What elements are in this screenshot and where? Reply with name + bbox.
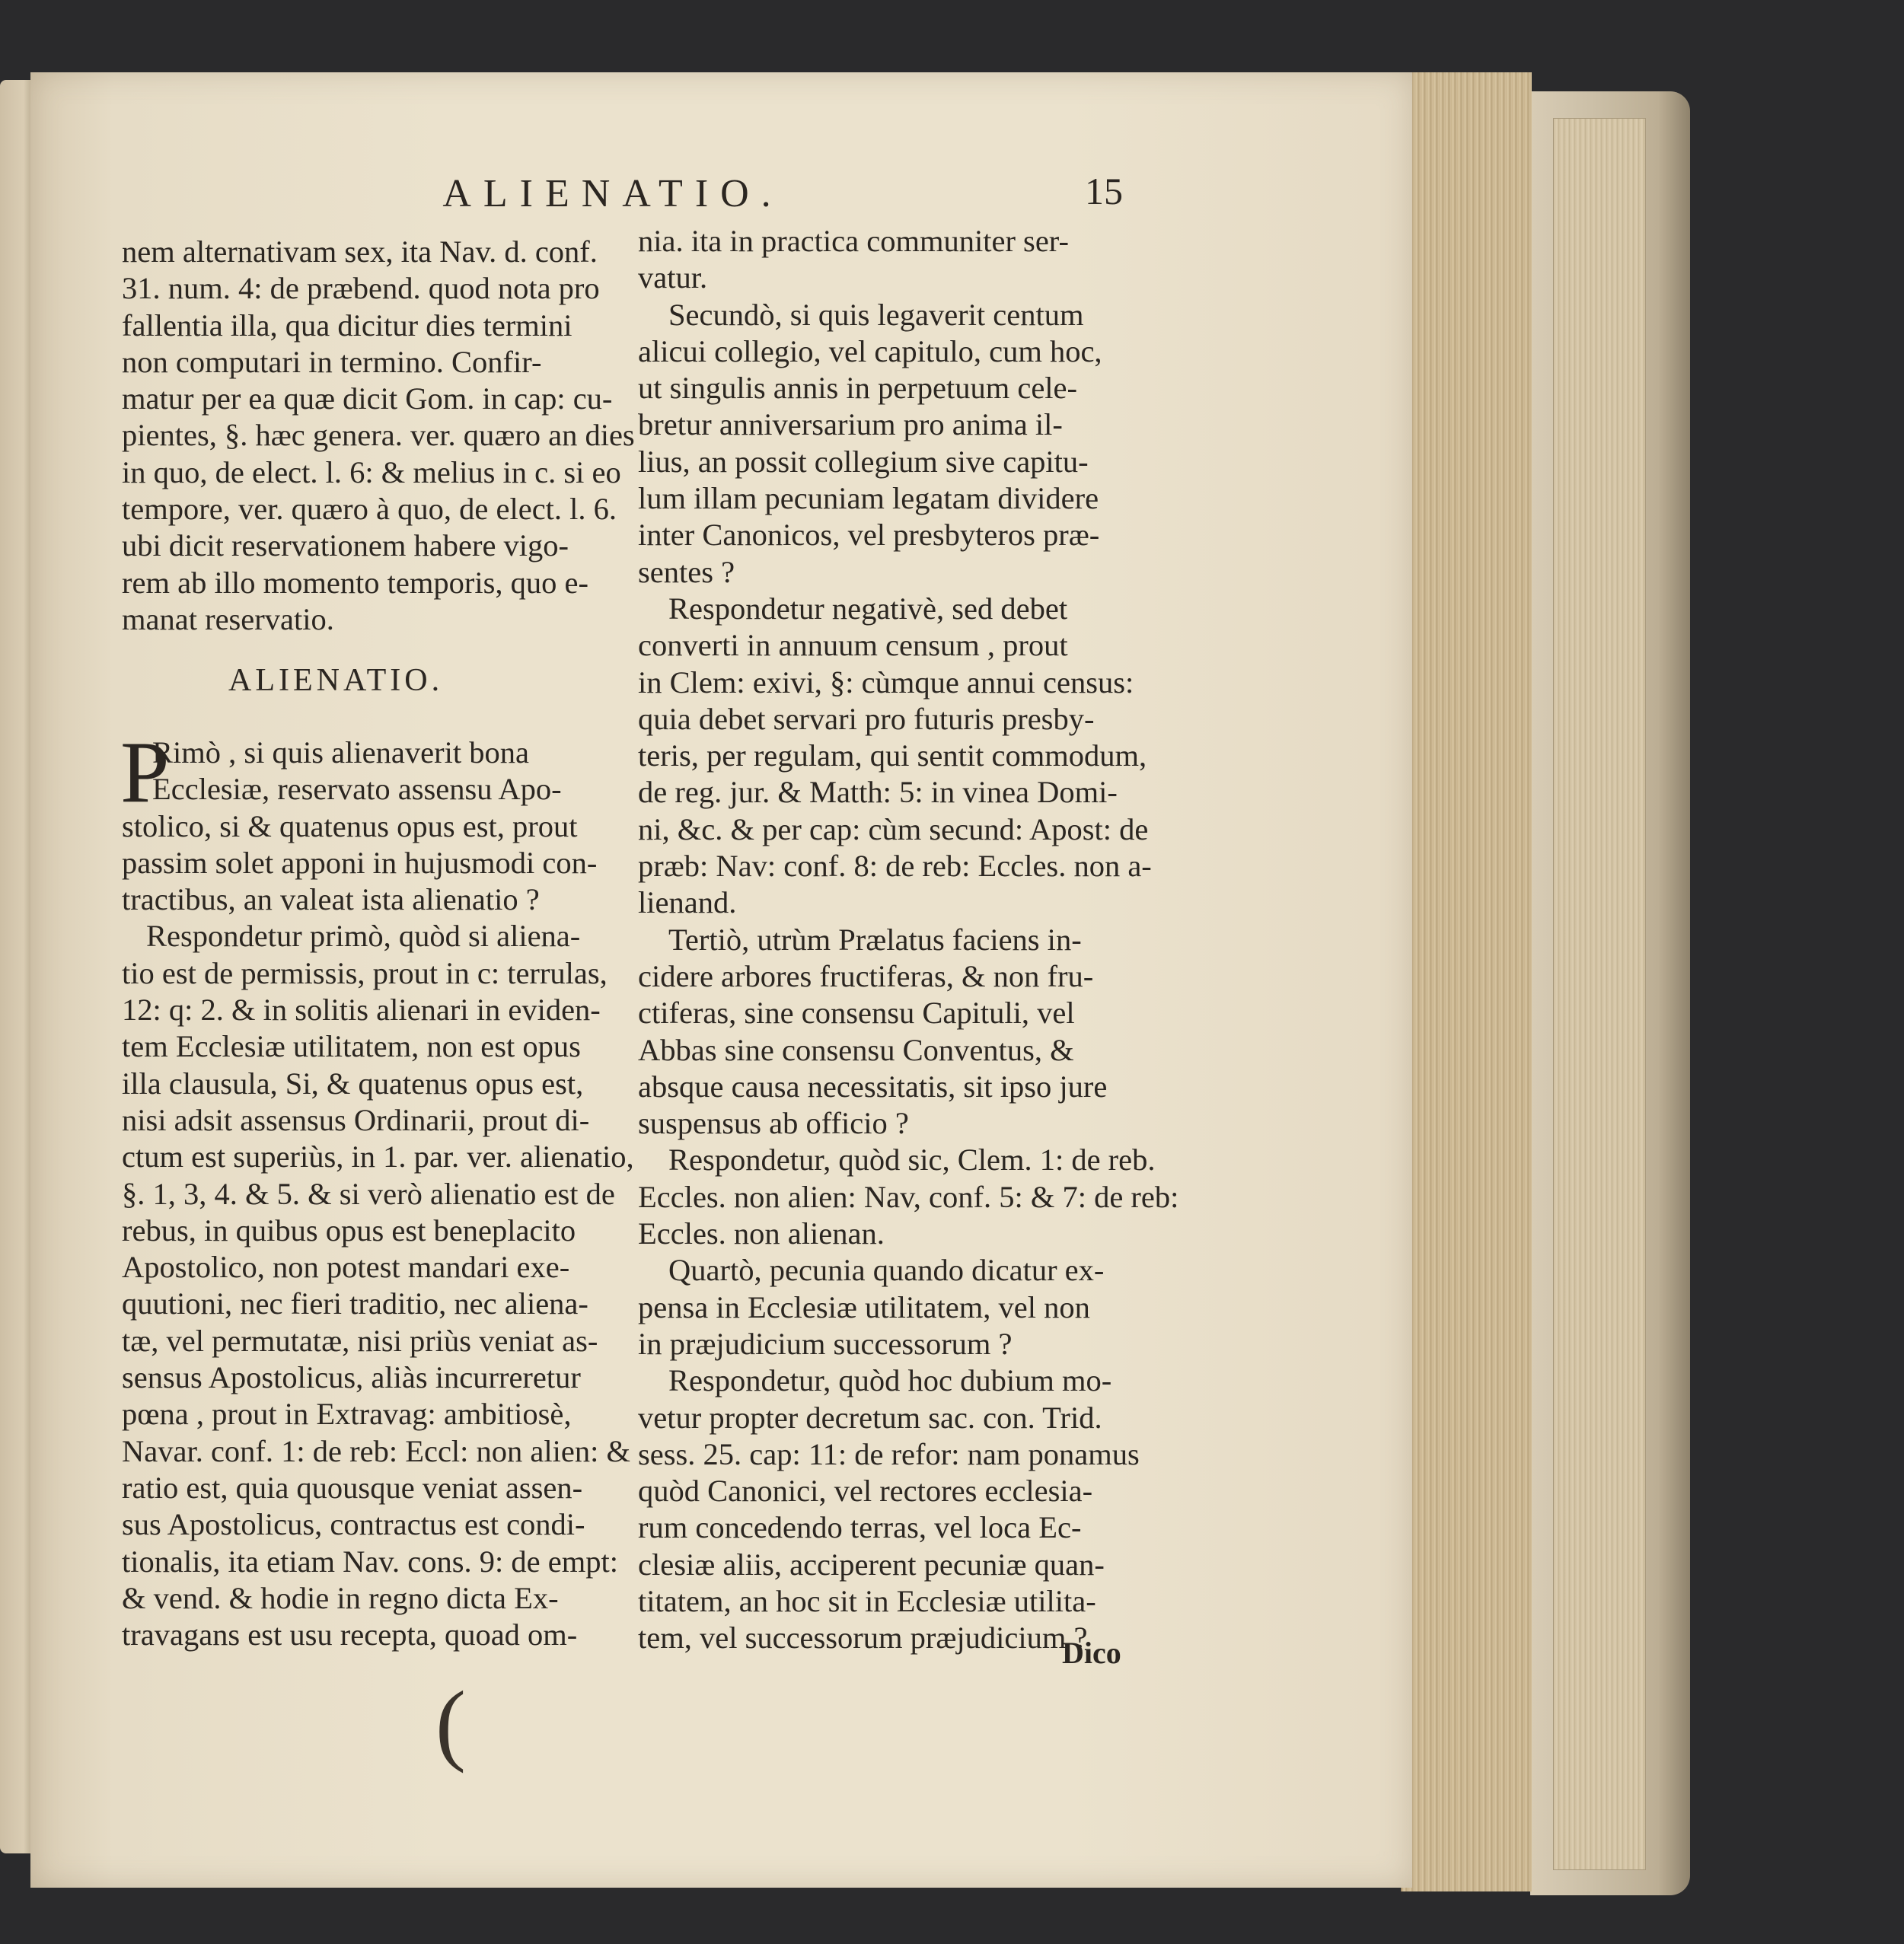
text-line: titatem, an hoc sit in Ecclesiæ utilita- [638, 1583, 1096, 1618]
text-line: tio est de permissis, prout in c: terrulas, [122, 955, 608, 990]
text-line: cidere arbores fructiferas, & non fru- [638, 958, 1094, 993]
text-line: 31. num. 4: de præbend. quod nota pro [122, 271, 600, 306]
text-line: clesiæ aliis, acciperent pecuniæ quan- [638, 1547, 1105, 1582]
text-line: illa clausula, Si, & quatenus opus est, [122, 1066, 584, 1101]
text-line: tionalis, ita etiam Nav. cons. 9: de empt: [122, 1544, 618, 1579]
text-line: rem ab illo momento temporis, quo e- [122, 565, 588, 600]
text-line: tempore, ver. quæro à quo, de elect. l. 6. [122, 492, 617, 527]
text-line: nem alternativam sex, ita Nav. d. conf. [122, 234, 598, 269]
left-column-bottom [120, 724, 634, 1653]
text-line: tæ, vel permutatæ, nisi priùs veniat as- [122, 1323, 598, 1358]
text-line: Rimò , si quis alienaverit bona [152, 735, 529, 770]
text-line: Apostolico, non potest mandari exe- [122, 1250, 570, 1285]
text-line: Respondetur, quòd sic, Clem. 1: de reb. [668, 1142, 1156, 1178]
text-line: ctiferas, sine consensu Capituli, vel [638, 996, 1075, 1031]
text-line: Eccles. non alien: Nav, conf. 5: & 7: de reb: [638, 1179, 1179, 1214]
text-line: ni, &c. & per cap: cùm secund: Apost: de [638, 811, 1149, 846]
text-line: Respondetur primò, quòd si aliena- [146, 919, 581, 954]
text-line: in præjudicium successorum ? [638, 1326, 1013, 1361]
text-line: quia debet servari pro futuris presby- [638, 701, 1095, 736]
running-title: ALIENATIO. [442, 172, 783, 215]
text-line: de reg. jur. & Matth: 5: in vinea Domi- [638, 775, 1118, 810]
text-line: sus Apostolicus, contractus est condi- [122, 1507, 585, 1542]
text-line: manat reservatio. [122, 601, 334, 636]
text-line: absque causa necessitatis, sit ipso jure [638, 1069, 1108, 1104]
text-line: nia. ita in practica communiter ser- [638, 224, 1069, 258]
text-line: tem Ecclesiæ utilitatem, non est opus [122, 1029, 581, 1064]
text-line: travagans est usu recepta, quoad om- [122, 1617, 578, 1652]
text-line: Quartò, pecunia quando dicatur ex- [668, 1253, 1105, 1288]
catchword: Dico [1062, 1636, 1121, 1670]
text-line: passim solet apponi in hujusmodi con- [122, 845, 598, 880]
text-line: sess. 25. cap: 11: de refor: nam ponamus [638, 1436, 1140, 1471]
text-line: Navar. conf. 1: de reb: Eccl: non alien: & [122, 1433, 631, 1468]
text-line: Tertiò, utrùm Prælatus faciens in- [668, 922, 1082, 957]
text-line: inter Canonicos, vel presbyteros præ- [638, 518, 1100, 553]
text-line: vatur. [638, 260, 708, 295]
text-line: Respondetur, quòd hoc dubium mo- [668, 1363, 1112, 1398]
text-line: quutioni, nec fieri traditio, nec aliena- [122, 1286, 588, 1321]
text-line: tem, vel successorum præjudicium ? [638, 1621, 1088, 1656]
text-line: in quo, de elect. l. 6: & melius in c. si eo [122, 454, 621, 489]
text-line: quòd Canonici, vel rectores ecclesia- [638, 1474, 1093, 1509]
drop-cap: P [120, 724, 170, 821]
text-line: suspensus ab officio ? [638, 1106, 909, 1141]
text-line: & vend. & hodie in regno dicta Ex- [122, 1580, 559, 1615]
text-line: lienand. [638, 885, 737, 920]
left-page-sliver [0, 80, 33, 1853]
text-line: fallentia illa, qua dicitur dies termini [122, 308, 572, 343]
text-line: rum concedendo terras, vel loca Ec- [638, 1510, 1082, 1545]
text-line: tractibus, an valeat ista alienatio ? [122, 882, 540, 917]
text-line: bretur anniversarium pro anima il- [638, 407, 1063, 442]
text-line: teris, per regulam, qui sentit commodum, [638, 738, 1147, 773]
text-line: 12: q: 2. & in solitis alienari in eviden- [122, 993, 601, 1028]
text-line: nisi adsit assensus Ordinarii, prout di- [122, 1102, 590, 1137]
page-number: 15 [1085, 170, 1123, 212]
text-line: præb: Nav: conf. 8: de reb: Eccles. non a- [638, 849, 1152, 884]
book-block-inner-edge [1553, 118, 1646, 1870]
text-line: pientes, §. hæc genera. ver. quæro an dies [122, 418, 635, 453]
text-line: ratio est, quia quousque veniat assen- [122, 1470, 583, 1505]
text-line: non computari in termino. Confir- [122, 344, 542, 379]
text-line: pœna , prout in Extravag: ambitiosè, [122, 1397, 572, 1432]
right-column [638, 223, 1179, 1657]
section-heading: ALIENATIO. [228, 663, 444, 698]
text-line: lius, an possit collegium sive capitu- [638, 444, 1089, 479]
left-column-top [122, 234, 635, 638]
text-line: lum illam pecuniam legatam dividere [638, 481, 1099, 516]
text-line: converti in annuum censum , prout [638, 628, 1068, 663]
text-line: Respondetur negativè, sed debet [668, 591, 1068, 626]
text-line: Secundò, si quis legaverit centum [668, 297, 1084, 332]
text-line: rebus, in quibus opus est beneplacito [122, 1213, 576, 1248]
text-line: Eccles. non alienan. [638, 1216, 885, 1251]
text-line: Abbas sine consensu Conventus, & [638, 1032, 1074, 1067]
text-line: matur per ea quæ dicit Gom. in cap: cu- [122, 381, 613, 416]
text-line: sentes ? [638, 554, 735, 589]
text-line: pensa in Ecclesiæ utilitatem, vel non [638, 1289, 1090, 1324]
text-line: ubi dicit reservationem habere vigo- [122, 528, 569, 563]
text-line: vetur propter decretum sac. con. Trid. [638, 1400, 1102, 1435]
text-line: alicui collegio, vel capitulo, cum hoc, [638, 333, 1102, 368]
text-line: Ecclesiæ, reservato assensu Apo- [152, 772, 562, 807]
page-edges [1401, 72, 1532, 1891]
text-line: stolico, si & quatenus opus est, prout [122, 808, 578, 843]
text-line: ctum est superiùs, in 1. par. ver. alienatio, [122, 1139, 634, 1174]
text-line: sensus Apostolicus, aliàs incurreretur [122, 1360, 581, 1395]
handwritten-bracket-mark: ( [435, 1672, 466, 1774]
text-line: §. 1, 3, 4. & 5. & si verò alienatio est de [122, 1176, 615, 1211]
text-line: in Clem: exivi, §: cùmque annui census: [638, 664, 1134, 700]
text-line: ut singulis annis in perpetuum cele- [638, 371, 1078, 406]
